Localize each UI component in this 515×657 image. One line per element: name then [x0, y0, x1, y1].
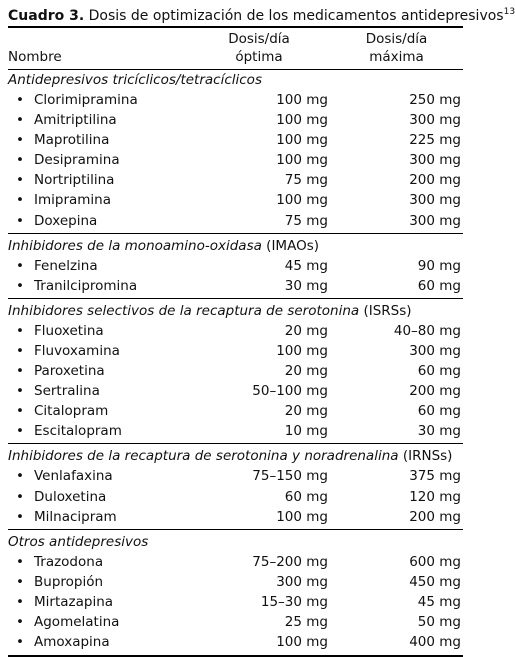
max-dose-cell: 200 mg: [409, 383, 461, 400]
max-dose-cell: 120 mg: [409, 488, 461, 505]
table-row: [8, 592, 463, 612]
table-caption: [8, 2, 515, 26]
table-row: [8, 552, 463, 572]
optimal-dose-cell: 30 mg: [284, 277, 328, 294]
group-separator: [8, 233, 463, 234]
optimal-dose-cell: 100 mg: [276, 152, 328, 169]
optimal-dose-cell: 100 mg: [276, 92, 328, 108]
bullet-icon: •: [16, 112, 24, 129]
drug-cell: [8, 341, 188, 361]
bullet-icon: •: [16, 192, 24, 209]
optimal-dose-cell: 60 mg: [284, 488, 328, 505]
max-dose-cell: 300 mg: [409, 112, 461, 129]
max-dose-cell: 300 mg: [409, 212, 461, 229]
optimal-dose-cell: 100 mg: [276, 192, 328, 209]
table-row: [8, 256, 463, 276]
bullet-icon: •: [16, 172, 24, 189]
drug-cell: [8, 552, 188, 572]
optimal-dose-cell: 100 mg: [276, 634, 328, 651]
optimal-dose-cell: 100 mg: [276, 508, 328, 525]
drug-name: Clorimipramina: [34, 92, 138, 108]
table-row: [8, 401, 463, 421]
drug-name: Amoxapina: [34, 634, 110, 651]
bullet-icon: •: [16, 613, 24, 630]
drug-group: [8, 301, 463, 443]
table-header: [8, 28, 463, 69]
table-row: [8, 150, 463, 170]
max-dose-cell: 450 mg: [409, 573, 461, 590]
max-dose-cell: 60 mg: [417, 363, 461, 380]
drug-name: Citalopram: [34, 403, 109, 420]
optimal-dose-cell: 100 mg: [276, 342, 328, 359]
drug-cell: [8, 487, 188, 507]
drug-name: Fluvoxamina: [34, 342, 120, 359]
max-dose-cell: 200 mg: [409, 172, 461, 189]
bullet-icon: •: [16, 634, 24, 651]
drug-name: Duloxetina: [34, 488, 107, 505]
drug-name: Doxepina: [34, 212, 98, 229]
drug-name: Fluoxetina: [34, 322, 104, 339]
optimal-dose-cell: 75 mg: [284, 172, 328, 189]
optimal-dose-cell: 75–150 mg: [252, 468, 328, 485]
max-dose-cell: 300 mg: [409, 152, 461, 169]
column-header-max-line1: Dosis/día: [365, 31, 428, 47]
bullet-icon: •: [16, 342, 24, 359]
drug-cell: [8, 592, 188, 612]
bullet-icon: •: [16, 212, 24, 229]
group-title: [8, 301, 463, 321]
bullet-icon: •: [16, 152, 24, 169]
drug-cell: [8, 130, 188, 150]
column-header-name: Nombre: [8, 49, 62, 65]
table-row: [8, 507, 463, 527]
max-dose-cell: 300 mg: [409, 342, 461, 359]
max-dose-cell: 600 mg: [409, 553, 461, 570]
max-dose-cell: 60 mg: [417, 277, 461, 294]
max-dose-cell: 90 mg: [417, 257, 461, 274]
bullet-icon: •: [16, 383, 24, 400]
drug-name: Trazodona: [34, 553, 104, 570]
table-row: [8, 612, 463, 632]
group-title: [8, 532, 463, 552]
drug-cell: [8, 150, 188, 170]
drug-name: Paroxetina: [34, 363, 105, 380]
drug-cell: [8, 421, 188, 441]
group-abbreviation: (IRNSs): [398, 448, 453, 465]
drug-name: Amitriptilina: [34, 112, 117, 129]
column-header-optimal: [188, 30, 330, 66]
group-abbreviation: (ISRSs): [359, 302, 412, 319]
drug-group: [8, 446, 463, 527]
drug-name: Mirtazapina: [34, 593, 114, 610]
optimal-dose-cell: 300 mg: [276, 573, 328, 590]
table-row: [8, 110, 463, 130]
drug-name: Nortriptilina: [34, 172, 115, 189]
max-dose-cell: 40–80 mg: [393, 322, 461, 339]
max-dose-cell: 250 mg: [409, 92, 461, 108]
group-title-text: Otros antidepresivos: [8, 533, 149, 550]
table-row: [8, 211, 463, 231]
table-row: [8, 421, 463, 441]
drug-group: [8, 532, 463, 653]
bullet-icon: •: [16, 573, 24, 590]
bullet-icon: •: [16, 277, 24, 294]
max-dose-cell: 375 mg: [409, 468, 461, 485]
optimal-dose-cell: 15–30 mg: [260, 593, 328, 610]
table-body: [8, 70, 463, 657]
drug-name: Fenelzina: [34, 257, 98, 274]
optimal-dose-cell: 45 mg: [284, 257, 328, 274]
max-dose-cell: 30 mg: [417, 423, 461, 440]
table-row: [8, 487, 463, 507]
group-title-text: Inhibidores de la monoamino-oxidasa: [8, 237, 262, 254]
optimal-dose-cell: 20 mg: [284, 363, 328, 380]
bullet-icon: •: [16, 468, 24, 485]
column-header-max-line2: máxima: [369, 49, 424, 65]
bullet-icon: •: [16, 488, 24, 505]
table-row: [8, 361, 463, 381]
group-separator: [8, 529, 463, 530]
drug-group: [8, 236, 463, 297]
drug-cell: [8, 507, 188, 527]
drug-cell: [8, 90, 188, 110]
max-dose-cell: 225 mg: [409, 132, 461, 149]
table-row: [8, 130, 463, 150]
bullet-icon: •: [16, 593, 24, 610]
max-dose-cell: 200 mg: [409, 508, 461, 525]
table-row: [8, 341, 463, 361]
table-row: [8, 170, 463, 190]
group-title-text: Inhibidores de la recaptura de serotonina y noradrenalina: [8, 448, 399, 465]
optimal-dose-cell: 20 mg: [284, 403, 328, 420]
optimal-dose-cell: 10 mg: [284, 423, 328, 440]
drug-name: Maprotilina: [34, 132, 110, 149]
drug-name: Milnacipram: [34, 508, 117, 525]
optimal-dose-cell: 100 mg: [276, 112, 328, 129]
caption-reference: 13: [503, 7, 515, 17]
table-row: [8, 321, 463, 341]
max-dose-cell: 300 mg: [409, 192, 461, 209]
table-row: [8, 381, 463, 401]
bullet-icon: •: [16, 363, 24, 380]
drug-name: Imipramina: [34, 192, 112, 209]
drug-cell: [8, 170, 188, 190]
drug-name: Escitalopram: [34, 423, 122, 440]
caption-text: Dosis de optimización de los medicamentos antidepresivos: [84, 8, 504, 24]
drug-cell: [8, 401, 188, 421]
optimal-dose-cell: 100 mg: [276, 132, 328, 149]
bullet-icon: •: [16, 257, 24, 274]
drug-cell: [8, 381, 188, 401]
drug-cell: [8, 211, 188, 231]
group-title-text: Antidepresivos tricíclicos/tetracíclicos: [8, 72, 262, 88]
group-title: [8, 446, 463, 466]
drug-cell: [8, 572, 188, 592]
drug-cell: [8, 110, 188, 130]
drug-name: Desipramina: [34, 152, 120, 169]
drug-name: Tranilcipromina: [34, 277, 138, 294]
drug-name: Agomelatina: [34, 613, 120, 630]
table-row: [8, 276, 463, 296]
table-row: [8, 572, 463, 592]
drug-name: Sertralina: [34, 383, 100, 400]
max-dose-cell: 400 mg: [409, 634, 461, 651]
max-dose-cell: 60 mg: [417, 403, 461, 420]
bullet-icon: •: [16, 132, 24, 149]
column-header-optimal-line2: óptima: [235, 49, 283, 65]
drug-name: Venlafaxina: [34, 468, 113, 485]
bullet-icon: •: [16, 553, 24, 570]
group-separator: [8, 443, 463, 444]
drug-cell: [8, 321, 188, 341]
table-row: [8, 190, 463, 210]
table-row: [8, 466, 463, 486]
bullet-icon: •: [16, 403, 24, 420]
group-separator: [8, 298, 463, 299]
column-header-optimal-line1: Dosis/día: [228, 31, 290, 47]
drug-name: Bupropión: [34, 573, 104, 590]
group-abbreviation: (IMAOs): [261, 237, 320, 254]
drug-cell: [8, 361, 188, 381]
column-header-max: [330, 30, 463, 66]
drug-group: [8, 70, 463, 232]
drug-cell: [8, 276, 188, 296]
max-dose-cell: 50 mg: [417, 613, 461, 630]
drug-cell: [8, 190, 188, 210]
bullet-icon: •: [16, 92, 24, 108]
bullet-icon: •: [16, 508, 24, 525]
max-dose-cell: 45 mg: [417, 593, 461, 610]
table-row: [8, 90, 463, 110]
drug-cell: [8, 466, 188, 486]
optimal-dose-cell: 25 mg: [284, 613, 328, 630]
drug-cell: [8, 632, 188, 652]
drug-cell: [8, 612, 188, 632]
group-title: [8, 70, 463, 90]
group-title-text: Inhibidores selectivos de la recaptura de serotonina: [8, 302, 360, 319]
drug-cell: [8, 256, 188, 276]
bullet-icon: •: [16, 423, 24, 440]
caption-label: Cuadro 3.: [8, 8, 85, 24]
optimal-dose-cell: 50–100 mg: [252, 383, 328, 400]
bullet-icon: •: [16, 322, 24, 339]
optimal-dose-cell: 20 mg: [284, 322, 328, 339]
group-title: [8, 236, 463, 256]
optimal-dose-cell: 75 mg: [284, 212, 328, 229]
optimal-dose-cell: 75–200 mg: [252, 553, 328, 570]
table-row: [8, 632, 463, 652]
